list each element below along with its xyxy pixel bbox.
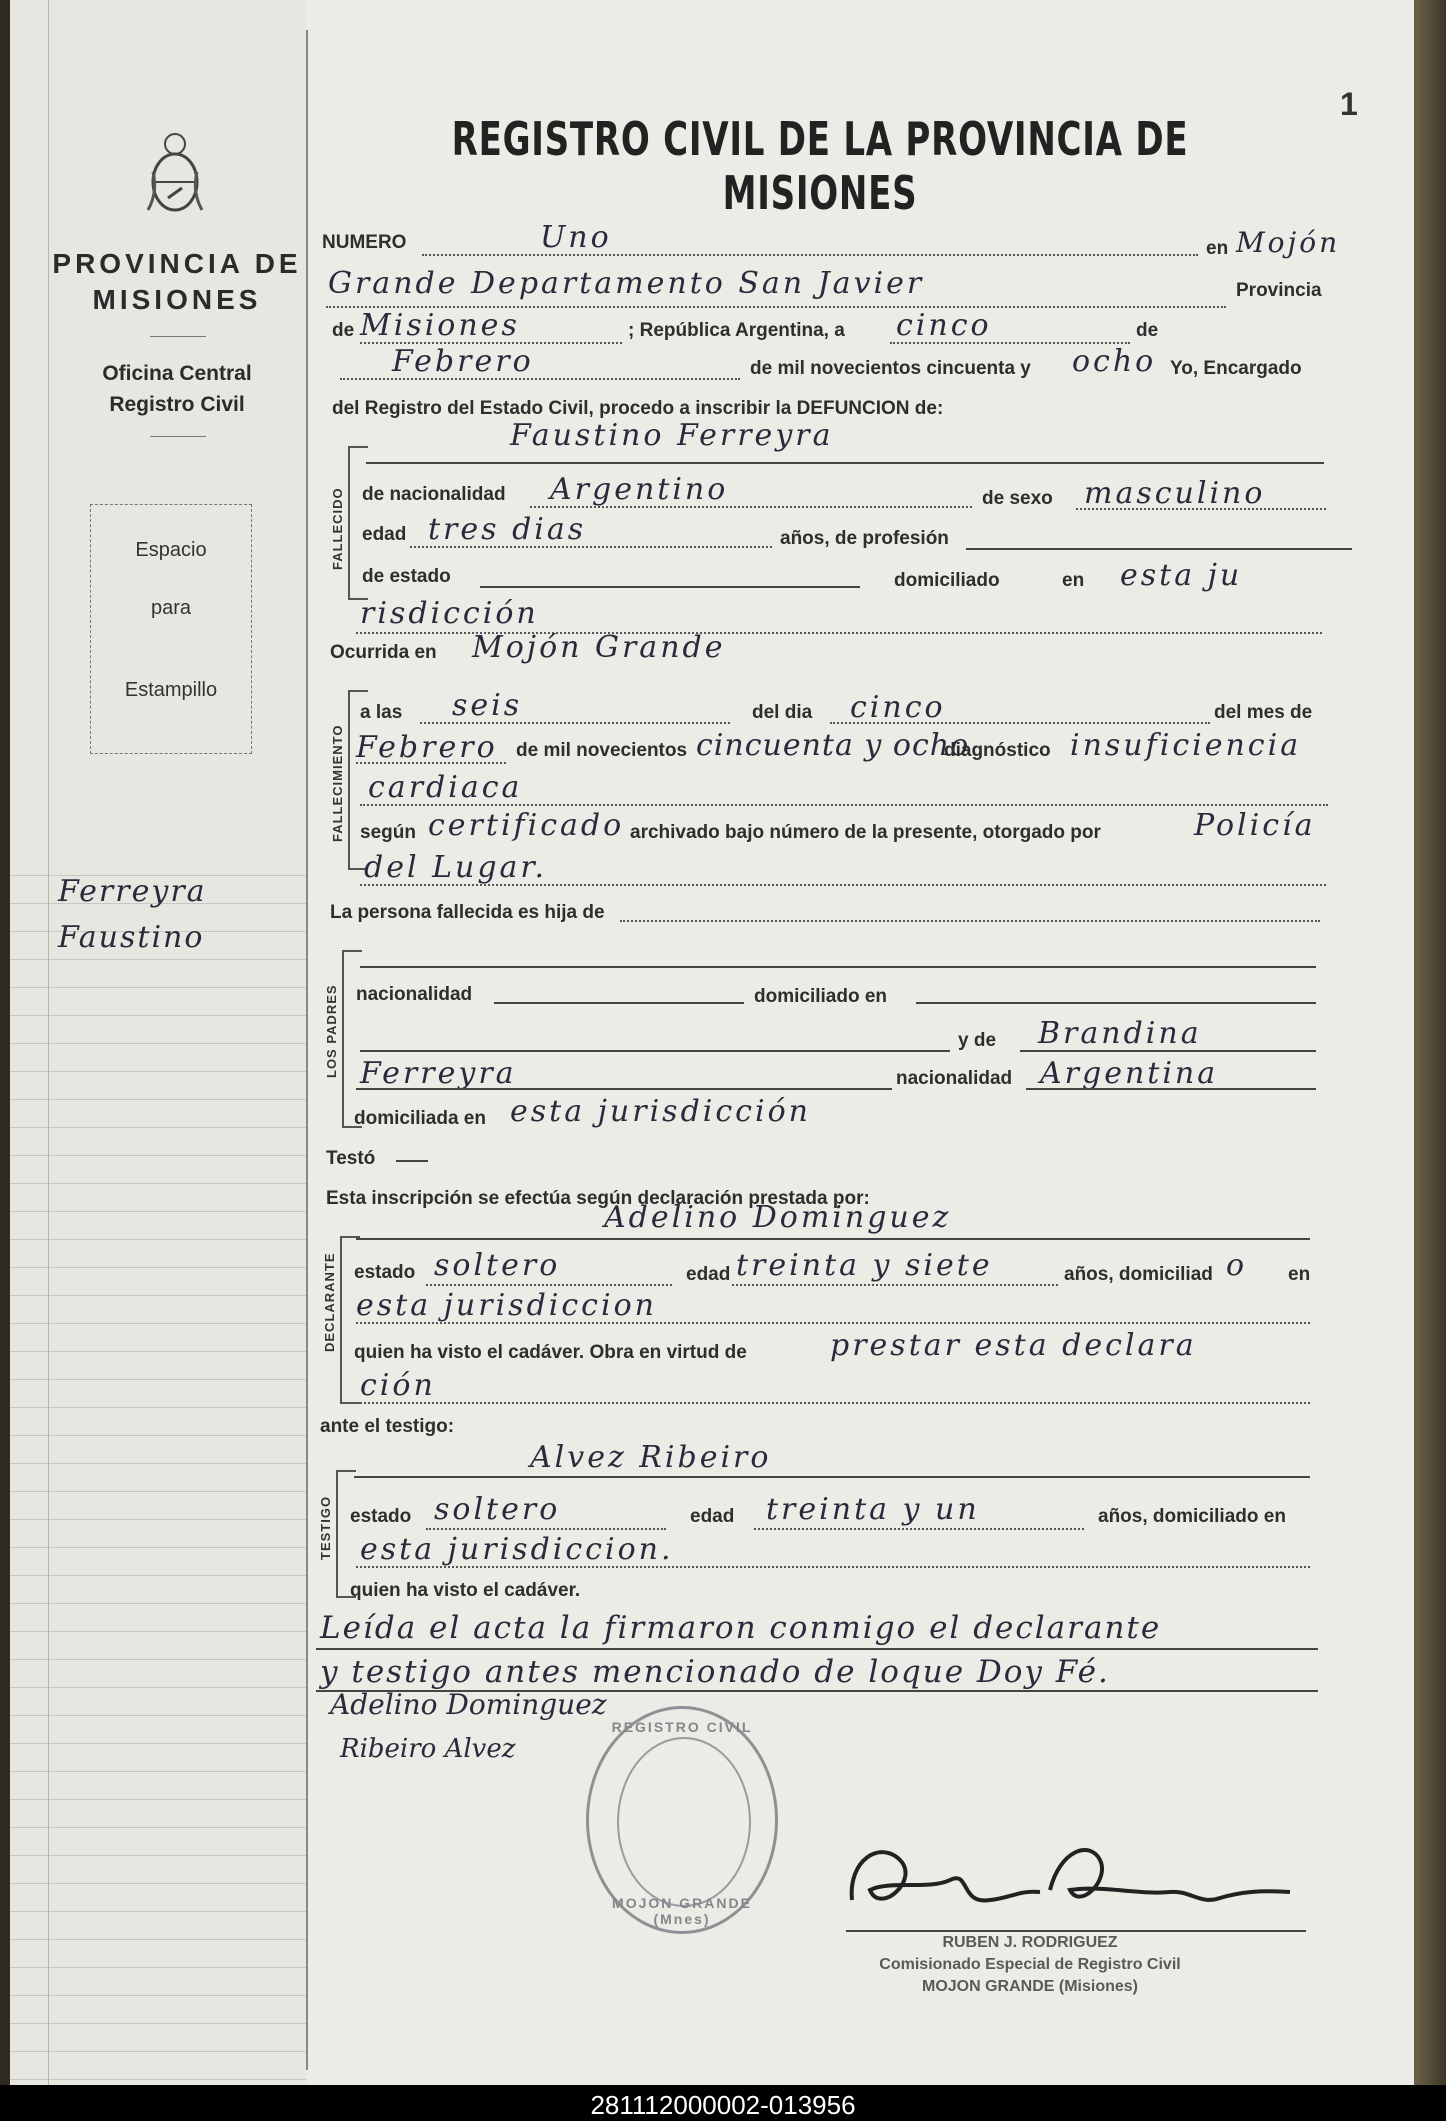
margin-firstname: Faustino [58, 920, 205, 955]
closing-line-2: y testigo antes mencionado de loque Doy Fé. [320, 1654, 1110, 1690]
book-binding-right [1414, 0, 1446, 2085]
stamp-box: Espacio para Estampillo [90, 504, 252, 754]
numero-value: Uno [540, 220, 612, 255]
page-title: REGISTRO CIVIL DE LA PROVINCIA DE MISIONES [451, 112, 1189, 220]
official-signature-icon [840, 1820, 1310, 1940]
province-name: PROVINCIA DE MISIONES [52, 248, 302, 315]
page-number: 1 [1340, 86, 1358, 122]
mes-value: Febrero [392, 344, 534, 379]
provincia-value: Misiones [360, 308, 520, 343]
ocurrida-value: Mojón Grande [472, 630, 726, 665]
deceased-name: Faustino Ferreyra [510, 418, 834, 453]
office-name: Oficina Central Registro Civil [102, 362, 252, 416]
signature-declarant: Adelino Dominguez [330, 1688, 607, 1721]
book-binding-left [0, 0, 10, 2085]
signature-witness: Ribeiro Alvez [340, 1734, 516, 1764]
declarant-name: Adelino Dominguez [604, 1200, 952, 1235]
margin-surname: Ferreyra [58, 874, 207, 909]
ano-value: ocho [1072, 344, 1157, 379]
dia-value: cinco [896, 308, 992, 343]
official-role: Comisionado Especial de Registro Civil [879, 1956, 1181, 1973]
lugar-value: Grande Departamento San Javier [328, 266, 925, 301]
document-id: 281112000002-013956 [590, 2090, 856, 2120]
column-divider [306, 30, 308, 2070]
civil-registry-seal: REGISTRO CIVIL MOJON GRANDE (Mnes) [586, 1706, 778, 1934]
closing-line-1: Leída el acta la firmaron conmigo el declarante [320, 1610, 1162, 1646]
official-place: MOJON GRANDE (Misiones) [921, 1978, 1138, 1995]
official-name: RUBEN J. RODRIGUEZ [942, 1934, 1118, 1951]
witness-name: Alvez Ribeiro [530, 1440, 772, 1475]
mother-name: Brandina [1038, 1016, 1202, 1051]
coat-of-arms-icon [138, 122, 212, 222]
register-page: PROVINCIA DE MISIONES Oficina Central Registro Civil Espacio para Estampillo Ferreyra Faustino REGISTRO CIVIL DE LA PROVINCIA DE MISIONES 1 NUMERO Uno en Mojón Grande Departamento San Javier Provincia de Misiones ; República Argentina, a cinco de Febrero de mil novecientos cincuenta y ocho Yo, Encargado del Registro del Estado Civil, procedo a inscribir la DEFUNCION de: FALLECIDO Faustino Ferreyra de nacionalidad Argentino de sexo masculino edad tres dias años, de profesión de estado domiciliado en esta ju risdicción Ocurrida en Mojón Grande FALLECIMIENTO a las seis del dia cinco del mes de Febrero de mil novecientos cincuenta y ocho diagnóstico insuficiencia cardiaca según certificado archivado bajo número de la presente, otorgado por Policía del Lugar. La persona fallecida es hija de LOS PADRES nacionalidad domiciliado en y de Brandina Ferreyra nacionalidad Argentina domiciliada en esta jurisdicción Testó Esta inscripción se efectúa según declaración prestada por: DECLARANTE Adelino Dominguez estado soltero edad treinta y siete años, domiciliad o en esta jurisdiccion quien ha visto el cadáver. Obra en virtud de prestar esta declara ción ante el testigo: TESTIGO Alvez Ribeiro estado soltero edad treinta y un años, domiciliado en esta jurisdiccion. quien ha visto el cadáver. Leída el acta la firmaron conmigo el declarante y testigo antes mencionado de loque Doy Fé. Adelino Dominguez Ribeiro Alvez REGISTRO CIVIL MOJON GRANDE (Mnes) RUBEN J. RODRIGUEZ Comisionado Especial de Registro Civil MOJON GRANDE (Misiones) [10, 0, 1414, 2085]
